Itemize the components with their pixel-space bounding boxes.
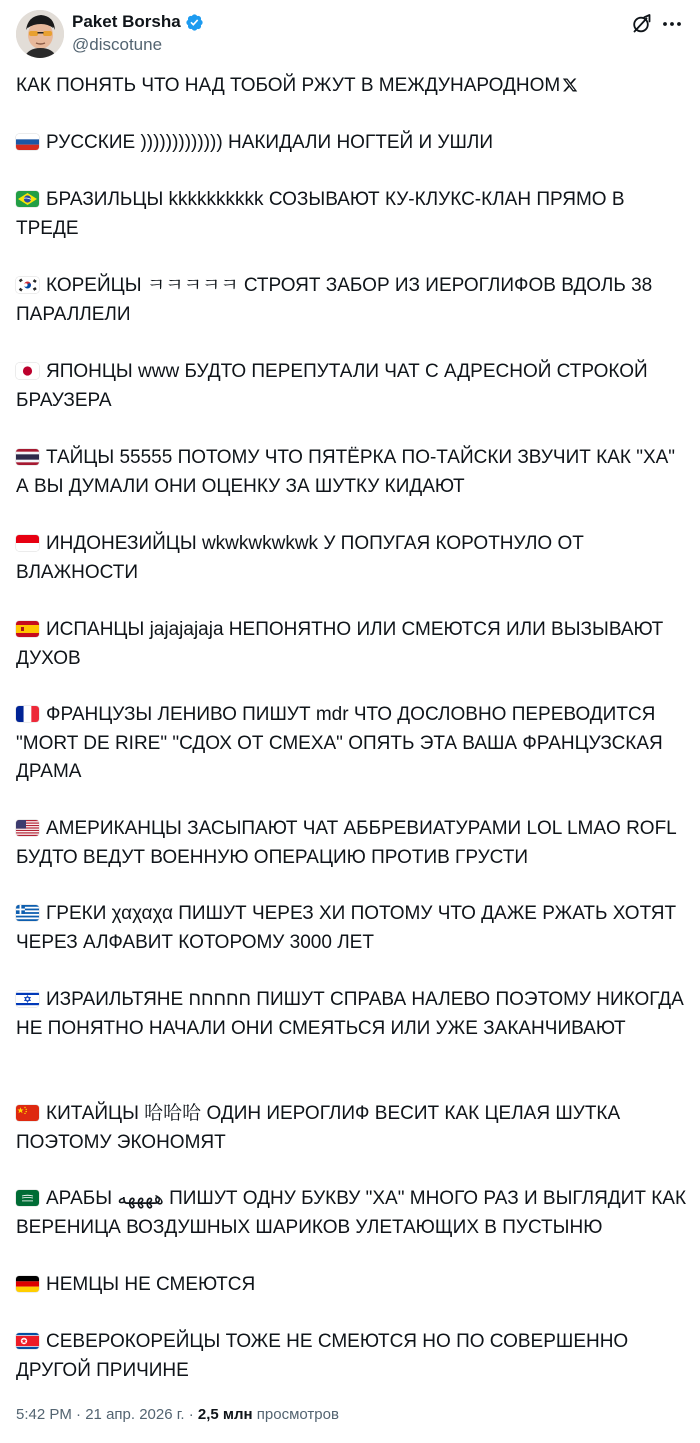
flag-ru-icon (16, 134, 39, 150)
meta-separator: · (184, 1406, 198, 1423)
more-icon[interactable] (660, 12, 684, 36)
tweet-line-kr: КОРЕЙЦЫ ㅋㅋㅋㅋㅋ СТРОЯТ ЗАБОР ИЗ ИЕРОГЛИФОВ ВДОЛЬ 38 ПАРАЛЛЕЛИ (16, 275, 653, 325)
tweet-line-br: БРАЗИЛЬЦЫ kkkkkkkkkk СОЗЫВАЮТ КУ-КЛУКС-КЛАН ПРЯМО В ТРЕДЕ (16, 189, 625, 239)
flag-fr-icon (16, 706, 39, 722)
author-info (72, 11, 204, 55)
handle[interactable]: @discotune (72, 35, 163, 54)
tweet-line-sa: АРАБЫ ههههه ПИШУТ ОДНУ БУКВУ "ХА" МНОГО РАЗ И ВЫГЛЯДИТ КАК ВЕРЕНИЦА ВОЗДУШНЫХ ШАРИКОВ УЛЕТАЮЩИХ В ПУСТЫНЮ (16, 1188, 687, 1238)
tweet-line-th: ТАЙЦЫ 55555 ПОТОМУ ЧТО ПЯТЁРКА ПО-ТАЙСКИ ЗВУЧИТ КАК "ХА" А ВЫ ДУМАЛИ ОНИ ОЦЕНКУ ЗА ШУТКУ КИДАЮТ (16, 447, 676, 497)
tweet-line-de: НЕМЦЫ НЕ СМЕЮТСЯ (16, 1271, 688, 1300)
flag-id-icon (16, 535, 39, 551)
tweet-meta (16, 1406, 339, 1423)
flag-th-icon (16, 449, 39, 465)
tweet-time[interactable]: 5:42 PM (16, 1406, 72, 1423)
avatar[interactable] (16, 10, 64, 58)
flag-gr-icon (16, 905, 39, 921)
flag-cn-icon (16, 1105, 39, 1121)
tweet-line-jp: ЯПОНЦЫ www БУДТО ПЕРЕПУТАЛИ ЧАТ С АДРЕСНОЙ СТРОКОЙ БРАУЗЕРА (16, 361, 648, 411)
tweet-line-cn: КИТАЙЦЫ 哈哈哈 ОДИН ИЕРОГЛИФ ВЕСИТ КАК ЦЕЛАЯ ШУТКА ПОЭТОМУ ЭКОНОМЯТ (16, 1103, 621, 1153)
flag-kr-icon (16, 277, 39, 293)
tweet-line-kp: СЕВЕРОКОРЕЙЦЫ ТОЖЕ НЕ СМЕЮТСЯ НО ПО СОВЕРШЕННО ДРУГОЙ ПРИЧИНЕ (16, 1331, 629, 1381)
tweet-date[interactable]: 21 апр. 2026 г. (85, 1406, 185, 1423)
flag-sa-icon (16, 1190, 39, 1206)
tweet-line-gr: ГРЕКИ χαχαχα ПИШУТ ЧЕРЕЗ ХИ ПОТОМУ ЧТО ДАЖЕ РЖАТЬ ХОТЯТ ЧЕРЕЗ АЛФАВИТ КОТОРОМУ 3000 ЛЕТ (16, 903, 677, 953)
flag-il-icon (16, 991, 39, 1007)
flag-jp-icon (16, 363, 39, 379)
verified-badge-icon[interactable] (185, 13, 204, 32)
flag-de-icon (16, 1276, 39, 1292)
views-label[interactable]: просмотров (256, 1406, 339, 1423)
tweet-line-es: ИСПАНЦЫ jajajajaja НЕПОНЯТНО ИЛИ СМЕЮТСЯ ИЛИ ВЫЗЫВАЮТ ДУХОВ (16, 619, 664, 669)
display-name[interactable]: Paket Borsha (72, 12, 181, 31)
flag-us-icon (16, 820, 39, 836)
tweet-line-fr: ФРАНЦУЗЫ ЛЕНИВО ПИШУТ mdr ЧТО ДОСЛОВНО ПЕРЕВОДИТСЯ "MORT DE RIRE" "СДОХ ОТ СМЕХА" ОПЯТЬ ЭТА ВАША ФРАНЦУЗСКАЯ ДРАМА (16, 704, 663, 782)
tweet-line-us: АМЕРИКАНЦЫ ЗАСЫПАЮТ ЧАТ АББРЕВИАТУРАМИ LOL LMAO ROFL БУДТО ВЕДУТ ВОЕННУЮ ОПЕРАЦИЮ ПРОТИВ ГРУСТИ (16, 818, 677, 868)
tweet-line-id: ИНДОНЕЗИЙЦЫ wkwkwkwkwk У ПОПУГАЯ КОРОТНУЛО ОТ ВЛАЖНОСТИ (16, 533, 584, 583)
tweet-header (16, 10, 684, 60)
tweet-line-ru: РУССКИЕ ))))))))))))) НАКИДАЛИ НОГТЕЙ И УШЛИ (16, 129, 688, 158)
flag-es-icon (16, 621, 39, 637)
x-logo-icon (562, 74, 578, 90)
views-count[interactable]: 2,5 млн (197, 1406, 253, 1423)
tweet-intro: КАК ПОНЯТЬ ЧТО НАД ТОБОЙ РЖУТ В МЕЖДУНАРОДНОМ (16, 72, 688, 101)
meta-separator: · (71, 1406, 86, 1423)
flag-kp-icon (16, 1333, 39, 1349)
grok-icon[interactable] (630, 12, 654, 36)
tweet-line-il: ИЗРАИЛЬТЯНЕ חחחחח ПИШУТ СПРАВА НАЛЕВО ПОЭТОМУ НИКОГДА НЕ ПОНЯТНО НАЧАЛИ ОНИ СМЕЯТЬСЯ ИЛИ УЖЕ ЗАКАНЧИВАЮТ (16, 989, 684, 1039)
flag-br-icon (16, 191, 39, 207)
